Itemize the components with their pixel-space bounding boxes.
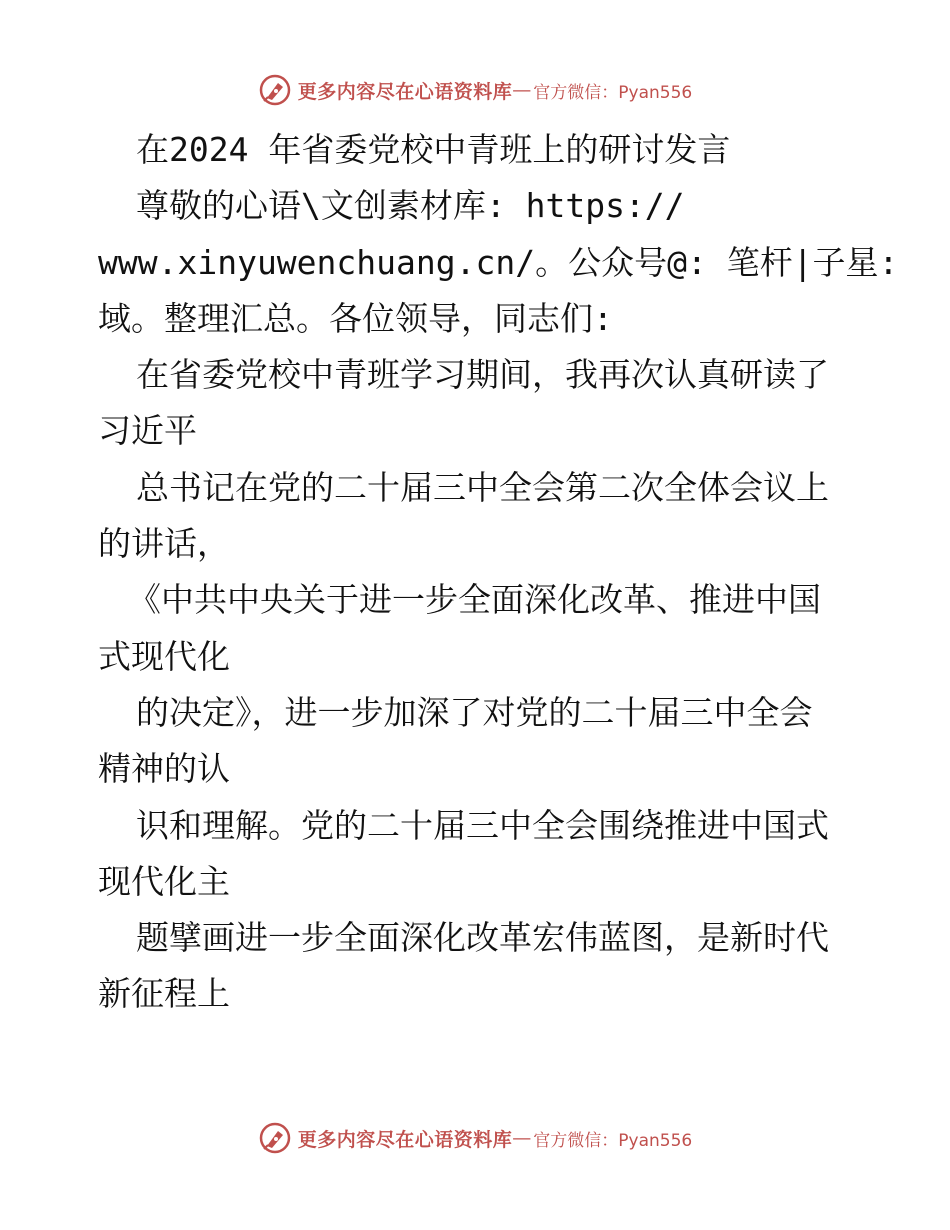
document-line: 的讲话，	[98, 524, 230, 564]
watermark-separator: —	[512, 1127, 532, 1149]
document-line: www.xinyuwenchuang.cn/。公众号@: 笔杆|子星:	[98, 242, 899, 282]
watermark-text: 更多内容尽在心语资料库	[297, 1128, 513, 1151]
document-line: 的决定》，进一步加深了对党的二十届三中全会	[136, 692, 813, 732]
document-line: 《中共中央关于进一步全面深化改革、推进中国	[128, 580, 821, 620]
document-line: 识和理解。党的二十届三中全会围绕推进中国式	[136, 805, 829, 845]
document-line: 总书记在党的二十届三中全会第二次全体会议上	[136, 467, 829, 507]
document-line: 尊敬的心语\文创素材库: https://	[136, 186, 685, 226]
document-line: 域。整理汇总。各位领导，同志们:	[98, 298, 613, 338]
watermark-separator: —	[512, 79, 532, 101]
document-line: 题擘画进一步全面深化改革宏伟蓝图，是新时代	[136, 918, 829, 958]
footer-watermark	[0, 1118, 950, 1158]
pen-nib-logo-icon	[258, 73, 292, 107]
header-watermark	[0, 70, 950, 110]
watermark-wechat: 官方微信：Pyan556	[533, 1130, 693, 1151]
watermark-wechat: 官方微信：Pyan556	[533, 82, 693, 103]
document-line: 在省委党校中青班学习期间，我再次认真研读了	[136, 355, 829, 395]
document-line: 精神的认	[98, 749, 230, 789]
watermark-text: 更多内容尽在心语资料库	[297, 80, 513, 103]
document-line: 现代化主	[98, 861, 230, 901]
document-line: 习近平	[98, 411, 197, 451]
document-line: 式现代化	[98, 636, 230, 676]
document-line: 新征程上	[98, 974, 230, 1014]
document-title-line: 在2024 年省委党校中青班上的研讨发言	[136, 130, 731, 169]
pen-nib-logo-icon	[258, 1121, 292, 1155]
document-body	[98, 122, 899, 1023]
